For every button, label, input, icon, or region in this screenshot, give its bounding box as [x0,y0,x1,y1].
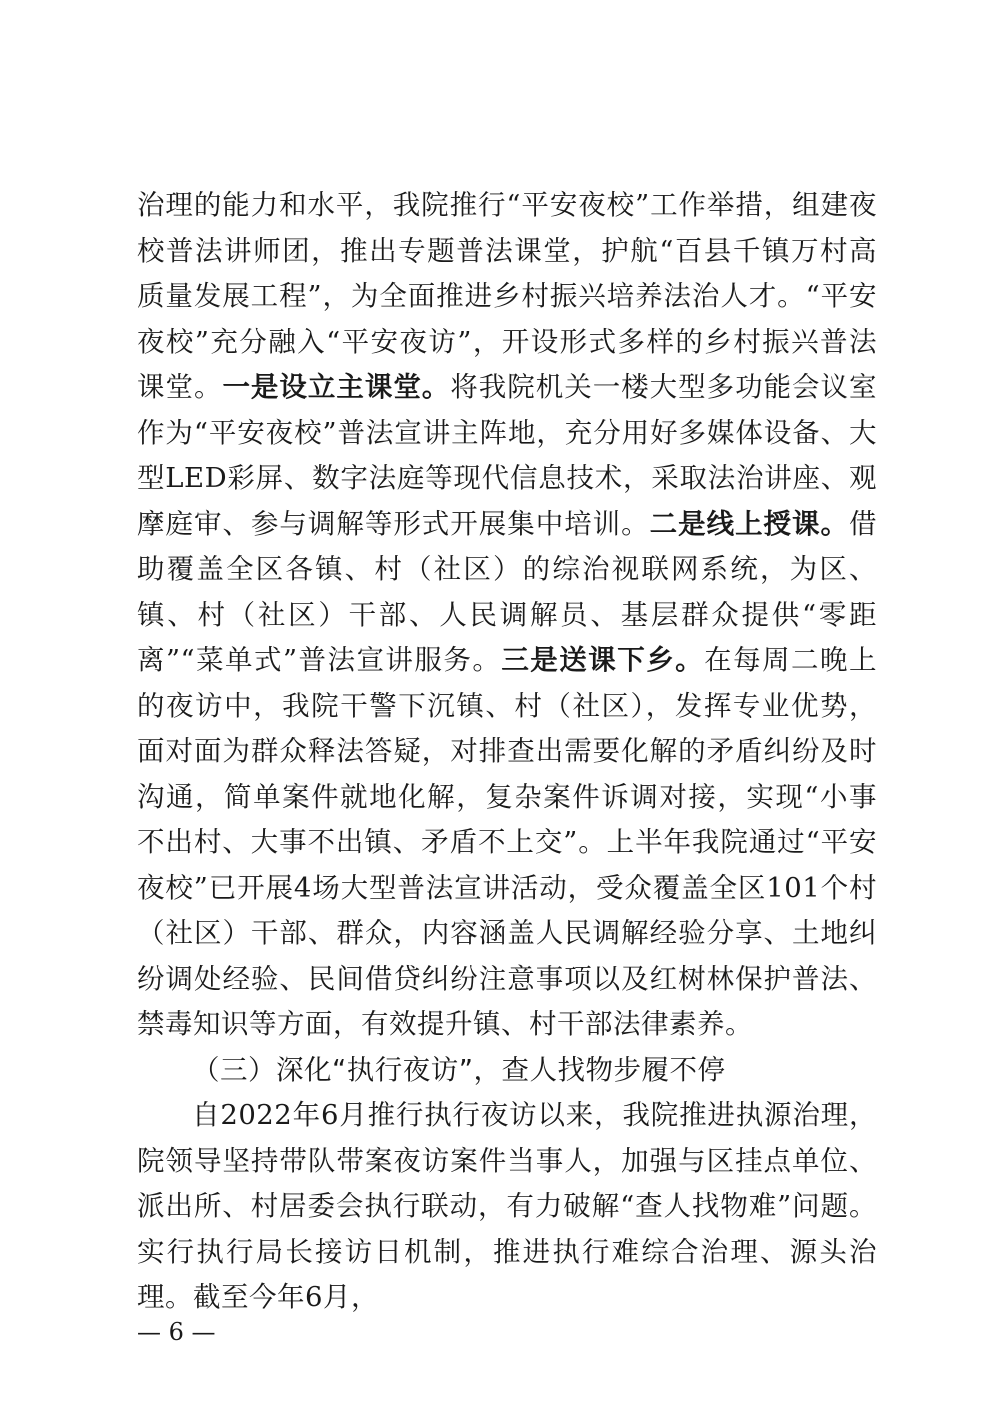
page-number: — 6 — [137,1318,216,1346]
bold-point-1: 一是设立主课堂。 [222,371,451,403]
bold-point-3: 三是送课下乡。 [501,644,705,676]
section-heading-3: （三）深化“执行夜访”，查人找物步履不停 [192,1053,726,1086]
paragraph-1-text-2: 将我院机关一楼大型多功能会议室作为“平安夜校”普法宣讲主阵地，充分用好多媒体设备、大型LED彩屏、数字法庭等现代信息技术，采取法治讲座、观摩庭审、参与调解等形式开展集中培训。 [137,371,878,540]
paragraph-2: 自2022年6月推行执行夜访以来，我院推进执源治理，院领导坚持带队带案夜访案件当事人，加强与区挂点单位、派出所、村居委会执行联动，有力破解“查人找物难”问题。实行执行局长接访日机制，推进执行难综合治理、源头治理。截至今年6月， [137,1099,877,1313]
paragraph-1-text-4: 在每周二晚上的夜访中，我院干警下沉镇、村（社区），发挥专业优势，面对面为群众释法答疑，对排查出需要化解的矛盾纠纷及时沟通，简单案件就地化解，复杂案件诉调对接，实现“小事不出村、大事不出镇、矛盾不上交”。上半年我院通过“平安夜校”已开展4场大型普法宣讲活动，受众覆盖全区101个村（社区）干部、群众，内容涵盖人民调解经验分享、土地纠纷调处经验、民间借贷纠纷注意事项以及红树林保护普法、禁毒知识等方面，有效提升镇、村干部法律素养。 [137,644,878,1040]
paragraph-1-text-1: 治理的能力和水平，我院推行“平安夜校”工作举措，组建夜校普法讲师团，推出专题普法课堂，护航“百县千镇万村高质量发展工程”，为全面推进乡村振兴培养法治人才。“平安夜校”充分融入“平安夜访”，开设形式多样的乡村振兴普法课堂。 [137,189,877,403]
body-text [137,183,877,1321]
paragraph-1-text-3: 借助覆盖全区各镇、村（社区）的综治视联网系统，为区、镇、村（社区）干部、人民调解员、基层群众提供“零距离”“菜单式”普法宣讲服务。 [137,507,878,676]
bold-point-2: 二是线上授课。 [649,507,850,540]
paragraph-1 [137,183,877,1048]
